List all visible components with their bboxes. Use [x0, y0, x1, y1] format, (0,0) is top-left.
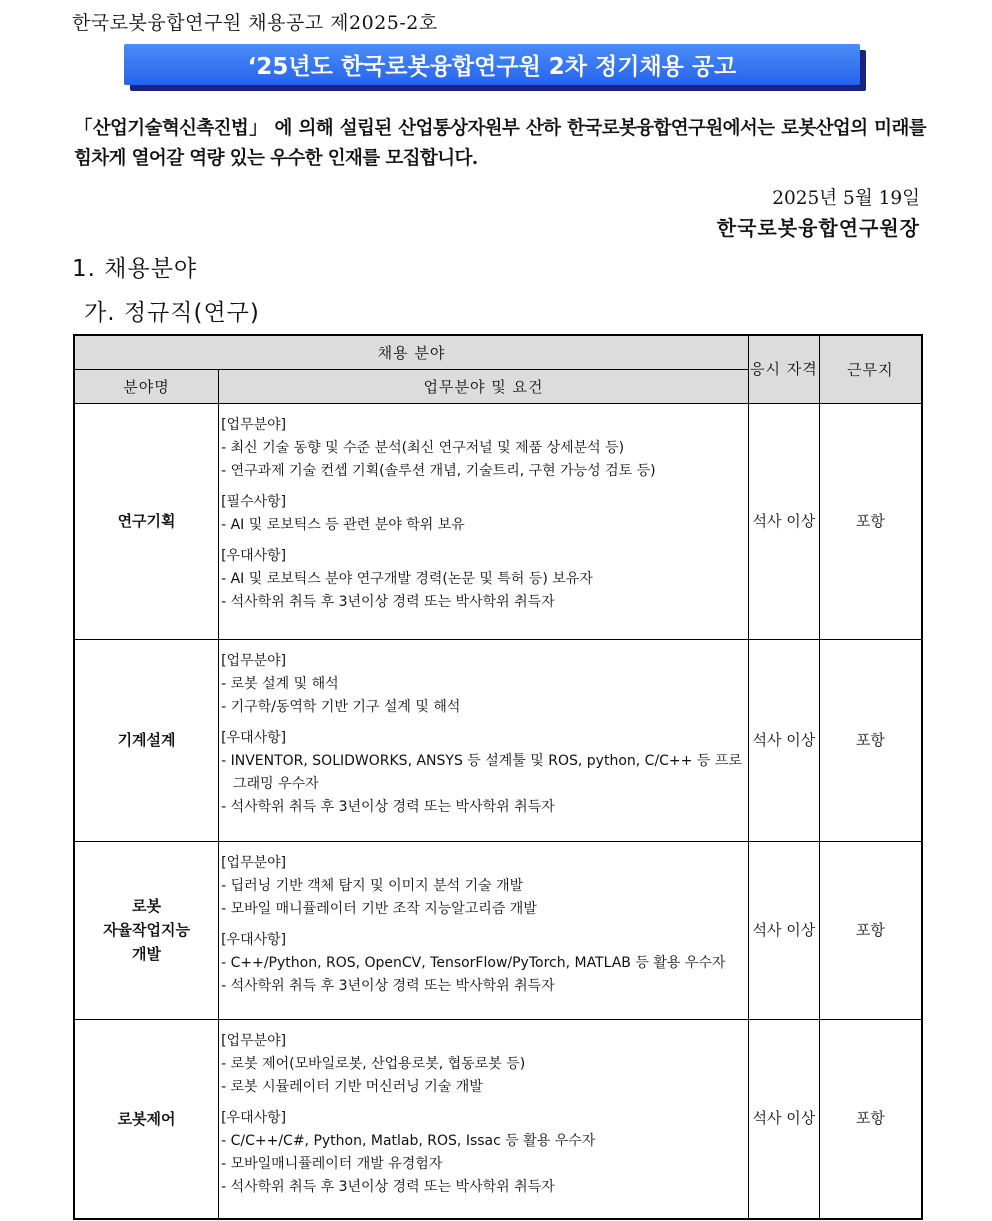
header-recruit-field: 채용 분야: [74, 335, 748, 369]
group-heading: [필수사항]: [221, 493, 287, 510]
document-number: 한국로봇융합연구원 채용공고 제2025-2호: [72, 12, 438, 34]
requirement-group: [221, 1107, 742, 1199]
title-banner: [124, 44, 866, 91]
requirement-item: - 석사학위 취득 후 3년이상 경력 또는 박사학위 취득자: [221, 798, 555, 815]
requirement-item: - 로봇 시뮬레이터 기반 머신러닝 기술 개발: [221, 1078, 483, 1095]
table-row: [74, 639, 922, 841]
duty-requirements: [219, 639, 749, 841]
recruitment-table: [73, 334, 923, 1220]
requirement-item: - INVENTOR, SOLIDWORKS, ANSYS 등 설계툴 및 ROS, python, C/C++ 등 프로그래밍 우수자: [221, 752, 742, 792]
requirement-item: - 최신 기술 동향 및 수준 분석(최신 연구저널 및 제품 상세분석 등): [221, 439, 625, 456]
work-location: 포항: [819, 639, 922, 841]
requirement-item: - C++/Python, ROS, OpenCV, TensorFlow/PyTorch, MATLAB 등 활용 우수자: [221, 954, 726, 971]
subsection-heading: 가. 정규직(연구): [84, 300, 260, 326]
requirement-group: [221, 650, 742, 719]
qualification: 석사 이상: [748, 841, 819, 1019]
issuer-name: 한국로봇융합연구원장: [716, 216, 920, 240]
group-heading: [우대사항]: [221, 1109, 287, 1126]
group-heading: [업무분야]: [221, 1032, 287, 1049]
requirement-item: - C/C++/C#, Python, Matlab, ROS, Issac 등 활용 우수자: [221, 1132, 596, 1149]
requirement-item: - AI 및 로보틱스 등 관련 분야 학위 보유: [221, 516, 465, 533]
duty-requirements: [219, 403, 749, 639]
table-row: [74, 403, 922, 639]
requirement-item: - 모바일매니퓰레이터 개발 유경험자: [221, 1155, 443, 1172]
requirement-group: [221, 929, 742, 998]
requirement-item: - 로봇 제어(모바일로봇, 산업용로봇, 협동로봇 등): [221, 1055, 526, 1072]
requirement-item: - 석사학위 취득 후 3년이상 경력 또는 박사학위 취득자: [221, 1178, 555, 1195]
duty-requirements: [219, 841, 749, 1019]
announcement-date: 2025년 5월 19일: [772, 188, 920, 209]
group-heading: [업무분야]: [221, 416, 287, 433]
header-location: 근무지: [819, 335, 922, 403]
field-name: 로봇 자율작업지능 개발: [74, 841, 219, 1019]
group-heading: [우대사항]: [221, 931, 287, 948]
requirement-group: [221, 852, 742, 921]
requirement-item: - 로봇 설계 및 해석: [221, 675, 339, 692]
header-qualification: 응시 자격: [748, 335, 819, 403]
requirement-group: [221, 1030, 742, 1099]
header-duty: 업무분야 및 요건: [219, 369, 749, 403]
qualification: 석사 이상: [748, 639, 819, 841]
intro-paragraph: 「산업기술혁신촉진법」 에 의해 설립된 산업통상자원부 산하 한국로봇융합연구원에서는 로봇산업의 미래를 힘차게 열어갈 역량 있는 우수한 인재를 모집합니다.: [74, 118, 926, 169]
group-heading: [우대사항]: [221, 729, 287, 746]
group-heading: [업무분야]: [221, 854, 287, 871]
requirement-item: - 석사학위 취득 후 3년이상 경력 또는 박사학위 취득자: [221, 593, 555, 610]
field-name: 연구기획: [74, 403, 219, 639]
requirement-group: [221, 545, 742, 614]
requirement-item: - 석사학위 취득 후 3년이상 경력 또는 박사학위 취득자: [221, 977, 555, 994]
qualification: 석사 이상: [748, 403, 819, 639]
group-heading: [우대사항]: [221, 547, 287, 564]
group-heading: [업무분야]: [221, 652, 287, 669]
duty-requirements: [219, 1019, 749, 1219]
work-location: 포항: [819, 403, 922, 639]
requirement-group: [221, 414, 742, 483]
qualification: 석사 이상: [748, 1019, 819, 1219]
header-field-name: 분야명: [74, 369, 219, 403]
requirement-group: [221, 727, 742, 819]
page-title: ‘25년도 한국로봇융합연구원 2차 정기채용 공고: [124, 44, 860, 85]
table-row: [74, 841, 922, 1019]
work-location: 포항: [819, 1019, 922, 1219]
field-name: 로봇제어: [74, 1019, 219, 1219]
requirement-item: - 기구학/동역학 기반 기구 설계 및 해석: [221, 698, 461, 715]
table-row: [74, 1019, 922, 1219]
requirement-item: - AI 및 로보틱스 분야 연구개발 경력(논문 및 특허 등) 보유자: [221, 570, 593, 587]
requirement-item: - 연구과제 기술 컨셉 기획(솔루션 개념, 기술트리, 구현 가능성 검토 등): [221, 462, 656, 479]
work-location: 포항: [819, 841, 922, 1019]
requirement-item: - 모바일 매니퓰레이터 기반 조작 지능알고리즘 개발: [221, 900, 537, 917]
section-heading: 1. 채용분야: [72, 256, 198, 282]
field-name: 기계설계: [74, 639, 219, 841]
requirement-group: [221, 491, 742, 537]
requirement-item: - 딥러닝 기반 객체 탐지 및 이미지 분석 기술 개발: [221, 877, 524, 894]
